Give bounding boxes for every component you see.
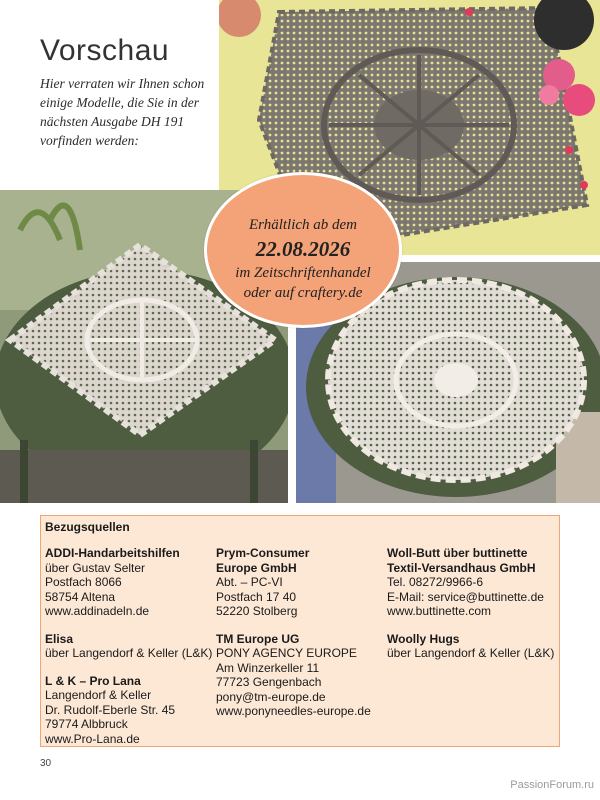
- supplier-line: 77723 Gengenbach: [216, 675, 322, 689]
- supplier-line: 58754 Altena: [45, 589, 116, 604]
- availability-badge: [204, 172, 402, 328]
- supplier-line: 79774 Albbruck: [45, 717, 128, 731]
- supplier-website[interactable]: www.addinadeln.de: [45, 604, 150, 618]
- intro-text: Hier verraten wir Ihnen schon einige Modelle, die Sie in der nächsten Ausgabe DH 191 vorfinden werden:: [40, 76, 205, 148]
- supplier-entry: [387, 632, 559, 661]
- supplier-phone: Tel. 08272/9966-6: [387, 575, 484, 589]
- supplier-name: Woolly Hugs: [387, 631, 460, 646]
- supplier-email[interactable]: pony@tm-europe.de: [216, 689, 326, 704]
- supplier-name: Woll-Butt über buttinette: [387, 546, 528, 560]
- supplier-line: Abt. – PC-VI: [216, 575, 283, 589]
- supplier-email[interactable]: E-Mail: service@buttinette.de: [387, 589, 544, 604]
- supplier-entry: [387, 546, 559, 619]
- suppliers-column-3: [387, 546, 559, 674]
- supplier-line: über Langendorf & Keller (L&K): [45, 646, 213, 660]
- supplier-website[interactable]: www.Pro-Lana.de: [45, 731, 140, 746]
- suppliers-column-2: [216, 546, 386, 732]
- watermark: PassionForum.ru: [510, 779, 594, 791]
- supplier-line: über Langendorf & Keller (L&K): [387, 646, 555, 660]
- supplier-line: Dr. Rudolf-Eberle Str. 45: [45, 702, 176, 717]
- page-number: 30: [40, 758, 52, 769]
- badge-line-1: Erhältlich ab dem: [248, 217, 358, 233]
- supplier-website[interactable]: www.ponyneedles-europe.de: [216, 704, 371, 718]
- supplier-name: Elisa: [45, 631, 74, 646]
- supplier-entry: [216, 632, 386, 719]
- supplier-line: 52220 Stolberg: [216, 604, 298, 618]
- suppliers-column-1: [45, 546, 215, 759]
- suppliers-box: [40, 515, 560, 747]
- supplier-line: Langendorf & Keller: [45, 688, 152, 702]
- suppliers-heading: Bezugsquellen: [45, 520, 130, 534]
- supplier-name: ADDI-Handarbeitshilfen: [45, 546, 180, 560]
- supplier-name: Prym-Consumer: [216, 546, 310, 560]
- supplier-line: über Gustav Selter: [45, 560, 146, 575]
- supplier-line: PONY AGENCY EUROPE: [216, 646, 357, 660]
- supplier-name: TM Europe UG: [216, 631, 300, 646]
- supplier-entry: [45, 632, 215, 661]
- supplier-name: L & K – Pro Lana: [45, 673, 141, 688]
- badge-line-3: im Zeitschriftenhandel: [235, 265, 371, 281]
- supplier-entry: [45, 546, 215, 619]
- supplier-entry: [216, 546, 386, 619]
- supplier-name: Textil-Versandhaus GmbH: [387, 560, 536, 575]
- badge-date: 22.08.2026: [255, 237, 351, 261]
- supplier-line: Am Winzerkeller 11: [216, 660, 320, 675]
- supplier-name: Europe GmbH: [216, 560, 297, 575]
- supplier-line: Postfach 8066: [45, 575, 122, 589]
- supplier-line: Postfach 17 40: [216, 589, 297, 604]
- badge-line-4: oder auf craftery.de: [243, 285, 363, 301]
- supplier-entry: [45, 674, 215, 747]
- supplier-website[interactable]: www.buttinette.com: [387, 604, 492, 618]
- page-title: Vorschau: [40, 34, 170, 67]
